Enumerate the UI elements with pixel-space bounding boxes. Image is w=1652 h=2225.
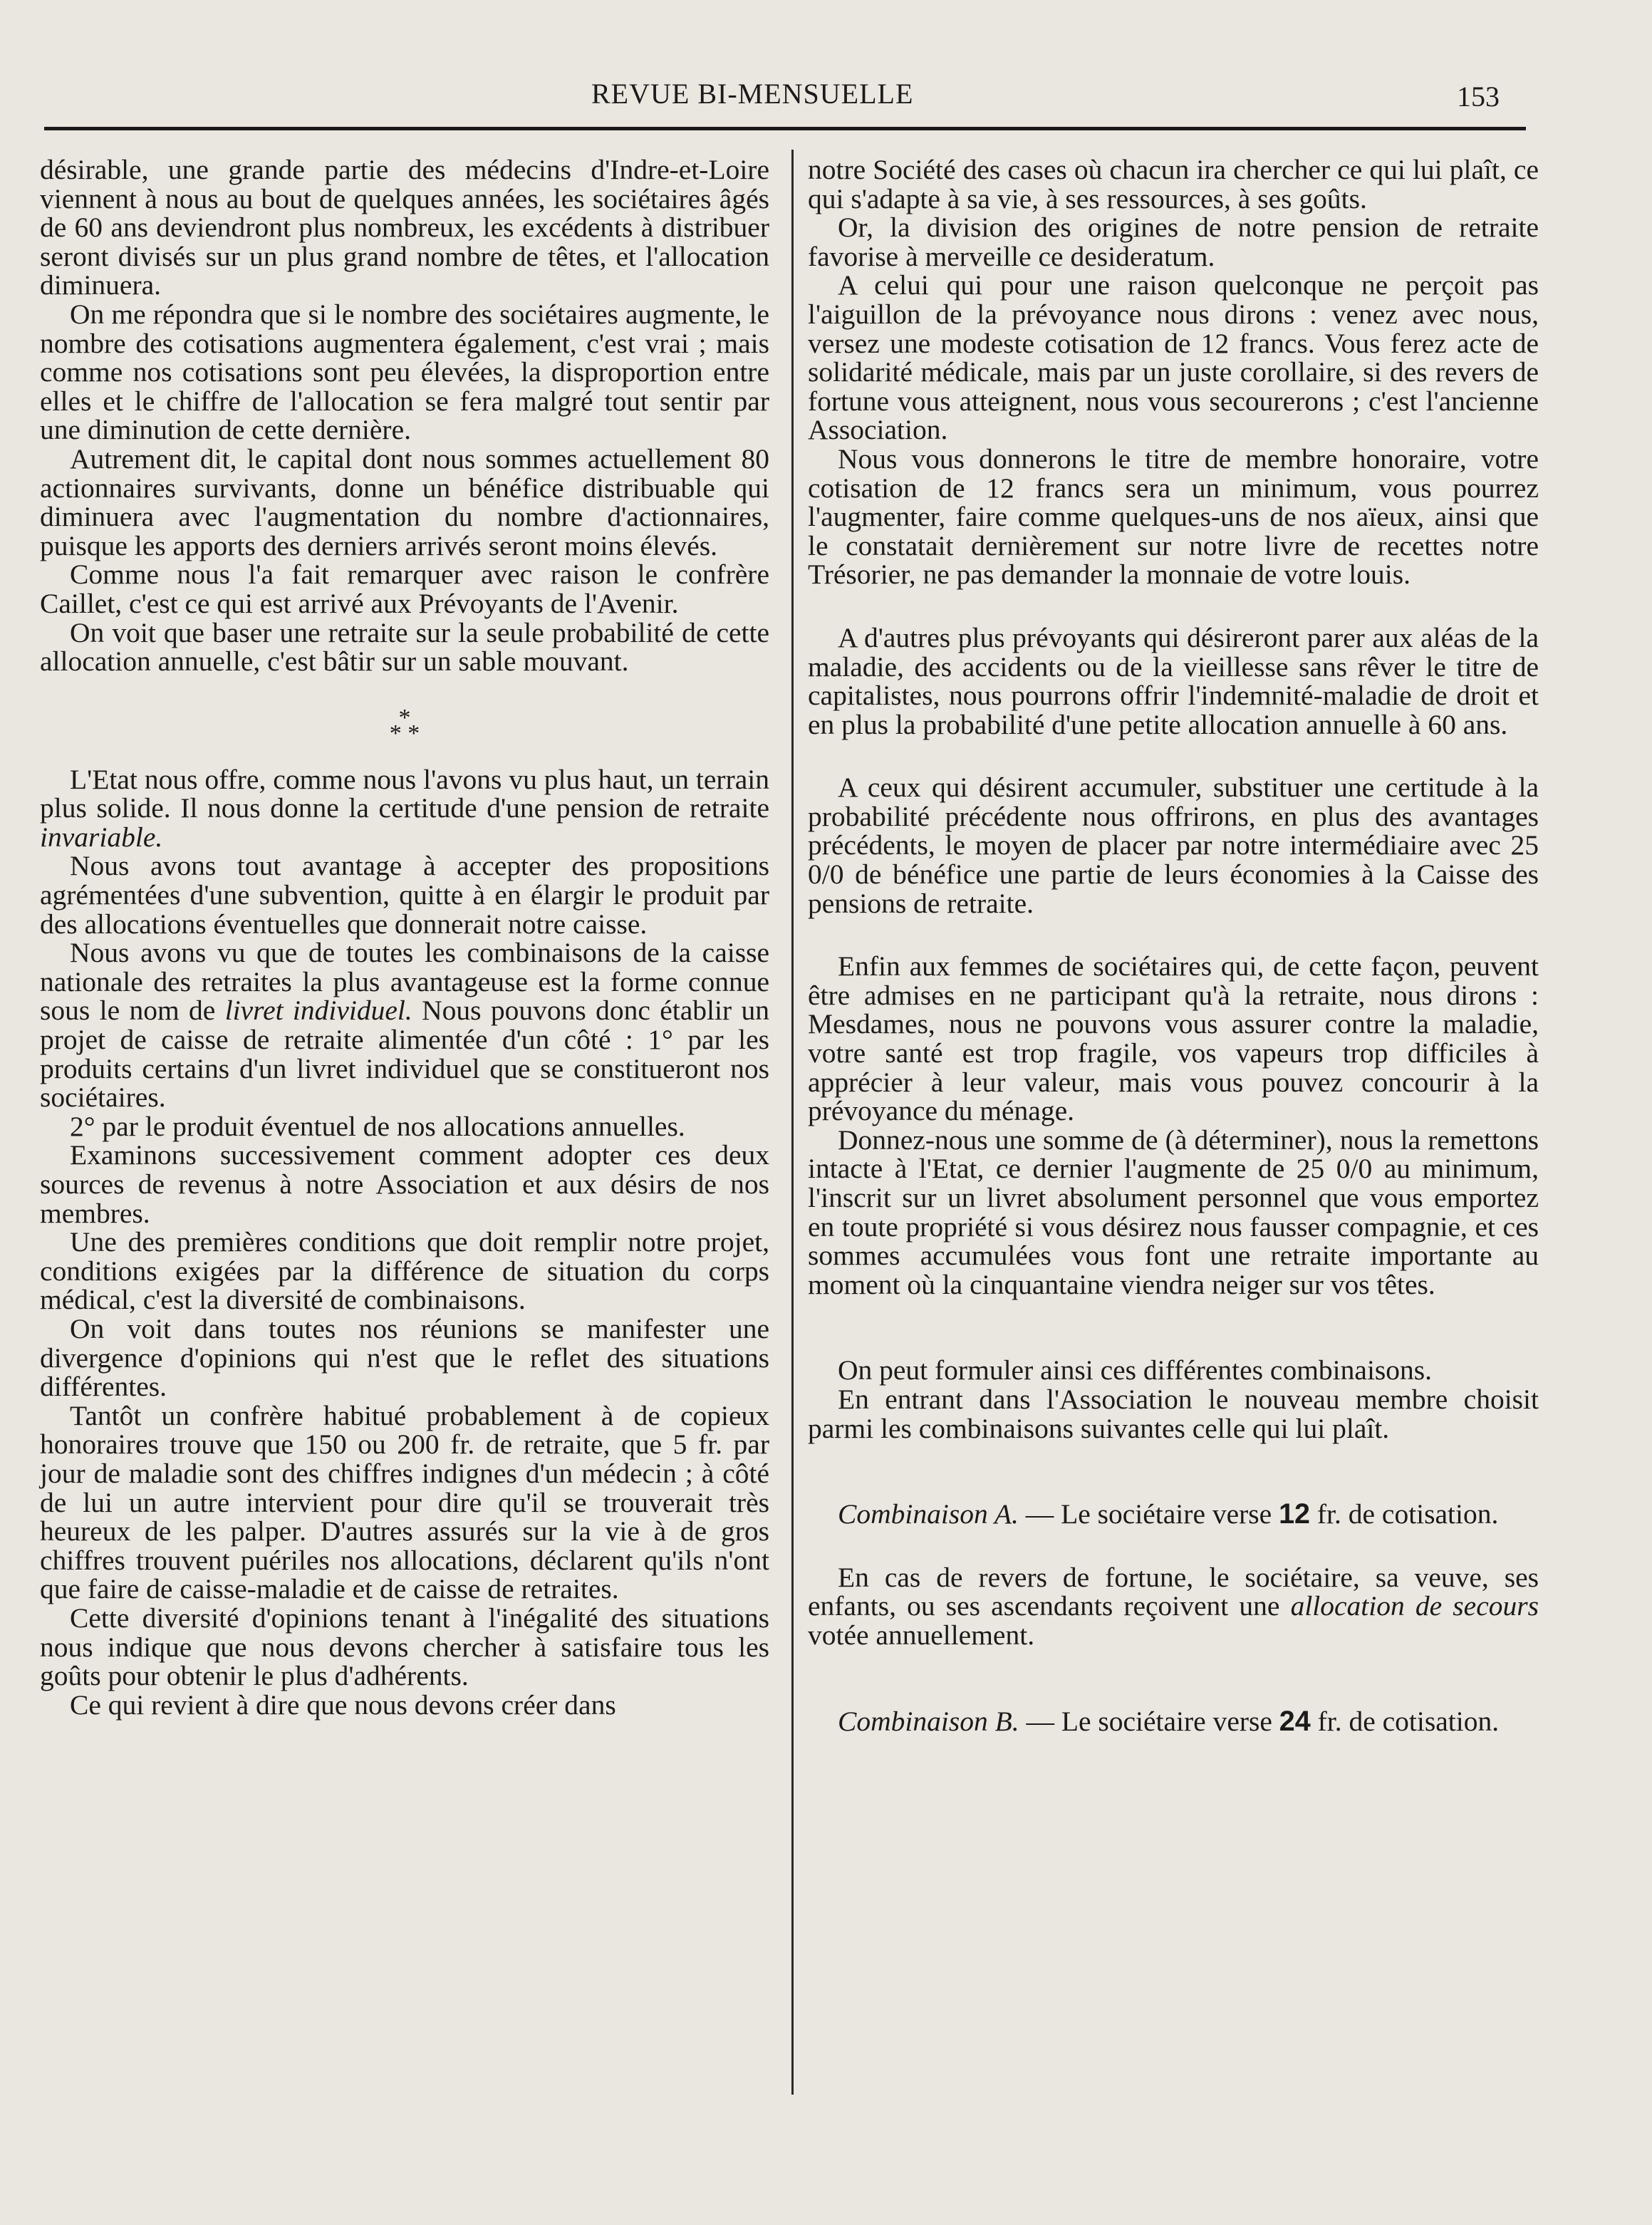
- right-column: [808, 155, 1539, 1736]
- paragraph: Or, la division des origines de notre pension de retraite favorise à merveille ce desideratum.: [808, 212, 1539, 272]
- paragraph: Tantôt un confrère habitué probablement à de copieux honoraires trouve que 150 ou 200 fr. de retraite, que 5 fr. par jour de maladie sont des chiffres indignes d'un médecin ; à côté de lui un autre intervient pour dire qu'il se trouverait très heureux de les palper. D'autres assurés sur la vie à de gros chiffres trouvent puériles nos allocations, déclarent qu'ils n'ont que faire de caisse-maladie et de caisse de retraites.: [40, 1399, 769, 1605]
- paragraph: En cas de revers de fortune, le sociétaire, sa veuve, ses enfants, ou ses ascendants reçoivent une allocation de secours votée annuellement.: [808, 1561, 1539, 1651]
- paragraph: On peut formuler ainsi ces différentes combinaisons.: [838, 1354, 1433, 1386]
- combinaison-b: Combinaison B. — Le sociétaire verse 24 fr. de cotisation.: [838, 1705, 1500, 1737]
- paragraph: On voit que baser une retraite sur la seule probabilité de cette allocation annuelle, c'est bâtir sur un sable mouvant.: [40, 616, 769, 678]
- page-number: 153: [1457, 81, 1500, 113]
- paragraph: Cette diversité d'opinions tenant à l'inégalité des situations nous indique que nous devons chercher à satisfaire tous les goûts pour obtenir le plus d'adhérents.: [40, 1602, 769, 1692]
- paragraph: Une des premières conditions que doit remplir notre projet, conditions exigées par la différence de situation du corps médical, c'est la diversité de combinaisons.: [40, 1226, 769, 1316]
- italic-term: livret individuel.: [224, 995, 412, 1027]
- column-divider: [791, 150, 794, 2095]
- paragraph: A d'autres plus prévoyants qui désireront parer aux aléas de la maladie, des accidents ou de la vieillesse sans rêver le titre de capitalistes, nous pourrons offrir l'indemnité-maladie de droit et en plus la probabilité d'une petite allocation annuelle à 60 ans.: [808, 621, 1539, 740]
- paragraph: Ce qui revient à dire que nous devons créer dans: [70, 1689, 616, 1721]
- paragraph: Nous avons vu que de toutes les combinaisons de la caisse nationale des retraites la plus avantageuse est la forme connue sous le nom de livret individuel. Nous pouvons donc établir un projet de caisse de retraite alimentée d'un côté : 1° par les produits certains d'un livret individuel que se constitueront nos sociétaires.: [40, 937, 769, 1114]
- amount: 12: [1279, 1498, 1310, 1530]
- paragraph: notre Société des cases où chacun ira chercher ce qui lui plaît, ce qui s'adapte à sa vie, à ses ressources, à ses goûts.: [808, 154, 1539, 214]
- amount: 24: [1279, 1705, 1311, 1737]
- paragraph: On voit dans toutes nos réunions se manifester une divergence d'opinions qui n'est que le reflet des situations différentes.: [40, 1312, 769, 1403]
- paragraph: Enfin aux femmes de sociétaires qui, de cette façon, peuvent être admises en ne participant qu'à la retraite, nous dirons : Mesdames, nous ne pouvons vous assurer contre la maladie, votre santé est trop fragile, vos vapeurs trop difficiles à apprécier à leur valeur, mais vous pouvez concourir à la prévoyance du ménage.: [808, 950, 1539, 1127]
- paragraph: A celui qui pour une raison quelconque ne perçoit pas l'aiguillon de la prévoyance nous dirons : venez avec nous, versez une modeste cotisation de 12 francs. Vous ferez acte de solidarité médicale, mais par un juste corollaire, si des revers de fortune vous atteignent, nous vous secourerons ; c'est l'ancienne Association.: [808, 269, 1539, 446]
- left-column: [40, 155, 769, 1719]
- asterisk-top: *: [398, 704, 411, 731]
- header-rule: [44, 127, 1526, 130]
- paragraph: Nous vous donnerons le titre de membre honoraire, votre cotisation de 12 francs sera un minimum, vous pourrez l'augmenter, faire comme quelques-uns de nos aïeux, ainsi que le constatait dernièrement sur notre livre de recettes notre Trésorier, ne pas demander la monnaie de votre louis.: [808, 442, 1539, 591]
- combinaison-label: Combinaison A.: [838, 1498, 1019, 1530]
- italic-term: invariable.: [40, 821, 163, 853]
- paragraph: Comme nous l'a fait remarquer avec raison le confrère Caillet, c'est ce qui est arrivé aux Prévoyants de l'Avenir.: [40, 559, 769, 619]
- paragraph: Autrement dit, le capital dont nous sommes actuellement 80 actionnaires survivants, donne un bénéfice distribuable qui diminuera avec l'augmentation du nombre d'actionnaires, puisque les apports des derniers arrivés seront moins élevés.: [40, 442, 769, 561]
- paragraph: On me répondra que si le nombre des sociétaires augmente, le nombre des cotisations augmentera également, c'est vrai ; mais comme nos cotisations sont peu élevées, la disproportion entre elles et le chiffre de l'allocation se fera malgré tout sentir par une diminution de cette dernière.: [40, 298, 769, 446]
- paragraph: A ceux qui désirent accumuler, substituer une certitude à la probabilité précédente nous offrirons, en plus des avantages précédents, le moyen de placer par notre intermédiaire avec 25 0/0 de bénéfice une partie de leurs économies à la Caisse des pensions de retraite.: [808, 772, 1539, 919]
- combinaison-label: Combinaison B.: [838, 1705, 1019, 1737]
- italic-term: allocation de secours: [1290, 1590, 1539, 1622]
- running-title: REVUE BI-MENSUELLE: [591, 78, 914, 110]
- paragraph: Nous avons tout avantage à accepter des propositions agrémentées d'une subvention, quitte à en élargir le produit par des allocations éventuelles que donnerait notre caisse.: [40, 850, 769, 940]
- section-break-asterisks: [40, 676, 769, 765]
- combinaison-a: Combinaison A. — Le sociétaire verse 12 fr. de cotisation.: [838, 1498, 1499, 1530]
- paragraph: désirable, une grande partie des médecins d'Indre-et-Loire viennent à nous au bout de quelques années, les sociétaires âgés de 60 ans deviendront plus nombreux, les excédents à distribuer seront divisés sur un plus grand nombre de têtes, et l'allocation diminuera.: [40, 154, 769, 301]
- paragraph: Donnez-nous une somme de (à déterminer), nous la remettons intacte à l'Etat, ce dernier l'augmente de 25 0/0 au minimum, l'inscrit sur un livret absolument personnel que vous emportez en toute propriété si vous désirez nous fausser compagnie, et ces sommes accumulées vous font une retraite importante au moment où la cinquantaine viendra neiger sur vos têtes.: [808, 1124, 1539, 1300]
- paragraph: 2° par le produit éventuel de nos allocations annuelles.: [70, 1110, 685, 1142]
- asterisk-pair: * *: [389, 720, 420, 747]
- paragraph: L'Etat nous offre, comme nous l'avons vu plus haut, un terrain plus solide. Il nous donne la certitude d'une pension de retraite invariable.: [40, 763, 769, 853]
- paragraph: En entrant dans l'Association le nouveau membre choisit parmi les combinaisons suivantes celle qui lui plaît.: [808, 1383, 1539, 1444]
- paragraph: Examinons successivement comment adopter ces deux sources de revenus à notre Association et aux désirs de nos membres.: [40, 1139, 769, 1229]
